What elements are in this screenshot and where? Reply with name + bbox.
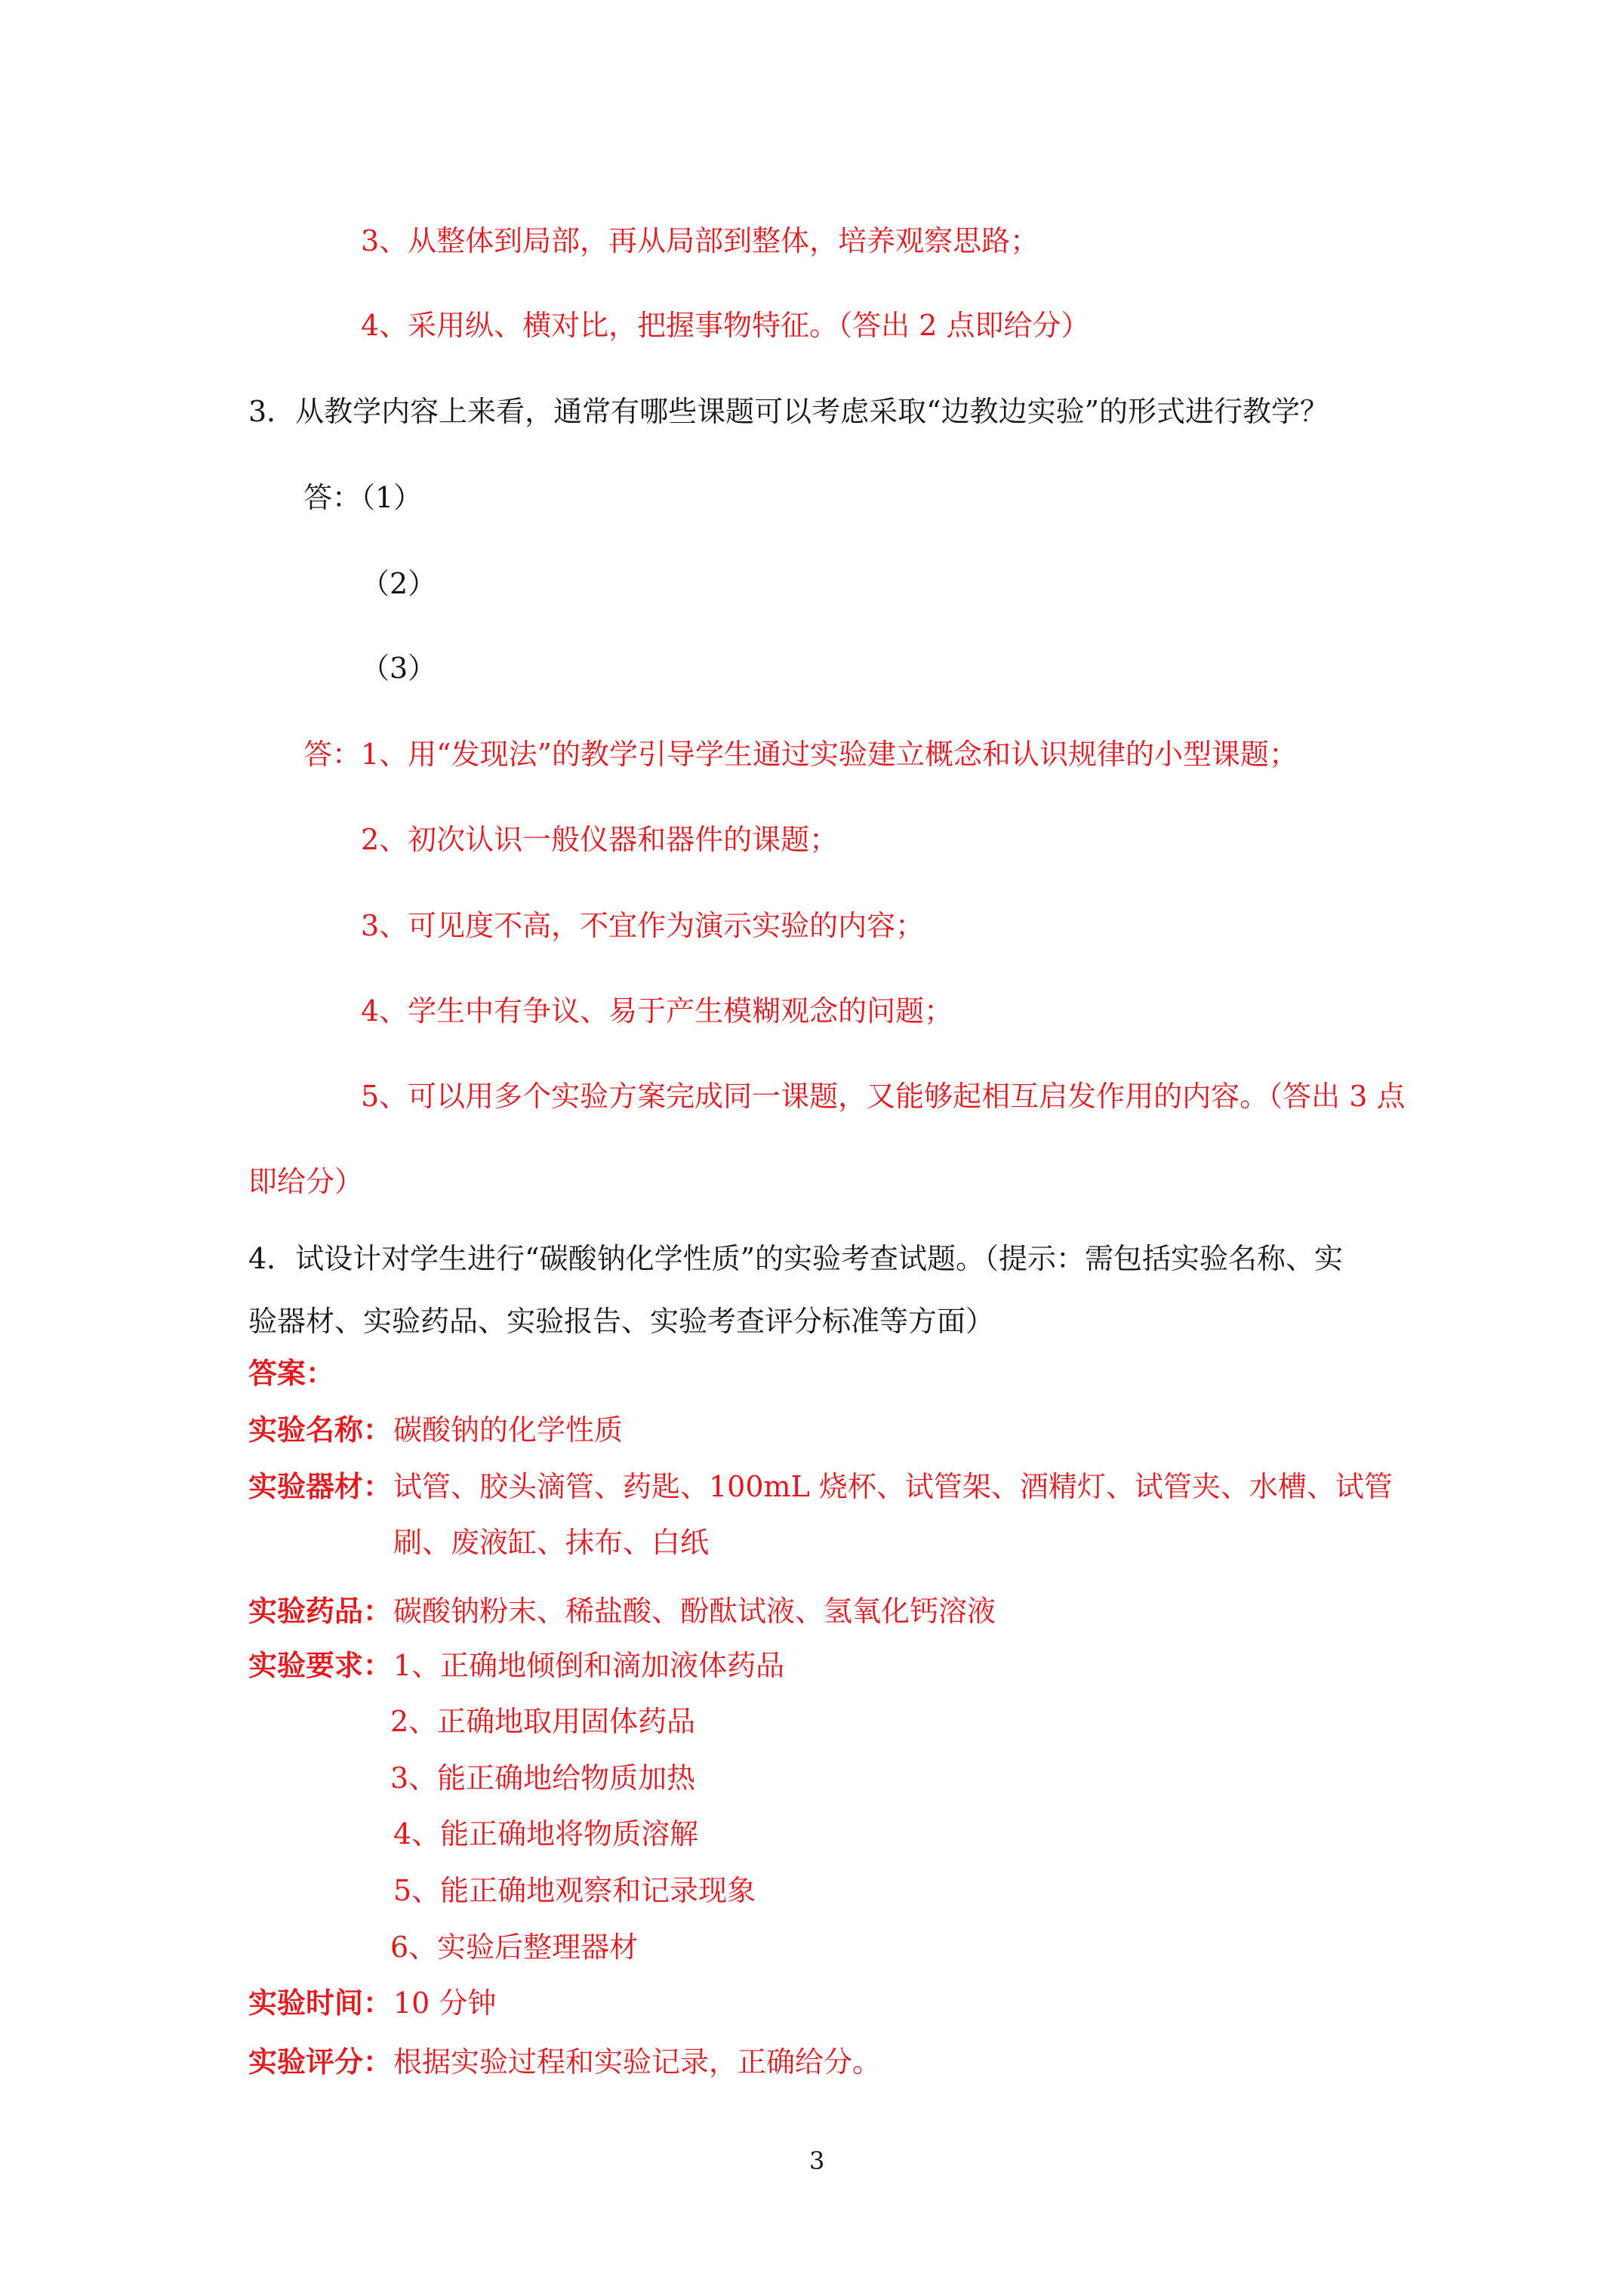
q3-blank-3: （3） — [361, 652, 437, 685]
q3-answer-2: 2、初次认识一般仪器和器件的课题； — [361, 823, 839, 856]
equipment-line-1: 试管、胶头滴管、药匙、100mL 烧杯、试管架、酒精灯、试管夹、水槽、试管 — [393, 1470, 1393, 1503]
requirement-item: 2、正确地取用固体药品 — [390, 1705, 696, 1738]
q3-answer-5-line-1: 5、可以用多个实验方案完成同一课题，又能够起相互启发作用的内容。（答出 3 点 — [361, 1080, 1406, 1113]
requirement-item: 1、正确地倾倒和滴加液体药品 — [393, 1649, 785, 1682]
prev-answer-item-4: 4、采用纵、横对比，把握事物特征。（答出 2 点即给分） — [361, 309, 1090, 342]
experiment-name-value: 碳酸钠的化学性质 — [393, 1413, 624, 1447]
score-value: 根据实验过程和实验记录，正确给分。 — [393, 2045, 882, 2079]
time-value: 10 分钟 — [393, 1986, 497, 2020]
page-number: 3 — [809, 2147, 825, 2175]
requirement-item: 4、能正确地将物质溶解 — [393, 1817, 699, 1851]
equipment-line-2: 刷、废液缸、抹布、白纸 — [393, 1526, 710, 1559]
time-label: 实验时间： — [248, 1986, 393, 2020]
answer-label: 答案： — [248, 1356, 335, 1390]
q3-answer-1: 答：1、用“发现法”的教学引导学生通过实验建立概念和认识规律的小型课题； — [303, 738, 1298, 771]
prev-answer-item-3: 3、从整体到局部，再从局部到整体，培养观察思路； — [361, 224, 1039, 257]
q3-blank-1: 答：（1） — [303, 481, 423, 514]
experiment-name-label: 实验名称： — [248, 1413, 393, 1447]
q3-answer-4: 4、学生中有争议、易于产生模糊观念的问题； — [361, 994, 953, 1028]
question-4-line-2: 验器材、实验药品、实验报告、实验考查评分标准等方面） — [248, 1305, 995, 1338]
q3-answer-5-line-2: 即给分） — [248, 1165, 364, 1198]
reagents-label: 实验药品： — [248, 1594, 393, 1628]
q3-blank-2: （2） — [361, 567, 437, 600]
question-4-line-1: 4．试设计对学生进行“碳酸钠化学性质”的实验考查试题。（提示：需包括实验名称、实 — [248, 1242, 1344, 1275]
requirements-label: 实验要求： — [248, 1648, 393, 1682]
requirement-item: 5、能正确地观察和记录现象 — [393, 1874, 756, 1907]
requirement-item: 6、实验后整理器材 — [390, 1931, 639, 1964]
equipment-label: 实验器材： — [248, 1469, 393, 1503]
q3-answer-3: 3、可见度不高，不宜作为演示实验的内容； — [361, 909, 925, 942]
question-3: 3．从教学内容上来看，通常有哪些课题可以考虑采取“边教边实验”的形式进行教学？ — [248, 395, 1329, 428]
requirement-item: 3、能正确地给物质加热 — [390, 1761, 696, 1795]
reagents-value: 碳酸钠粉末、稀盐酸、酚酞试液、氢氧化钙溶液 — [393, 1595, 996, 1628]
score-label: 实验评分： — [248, 2045, 393, 2079]
